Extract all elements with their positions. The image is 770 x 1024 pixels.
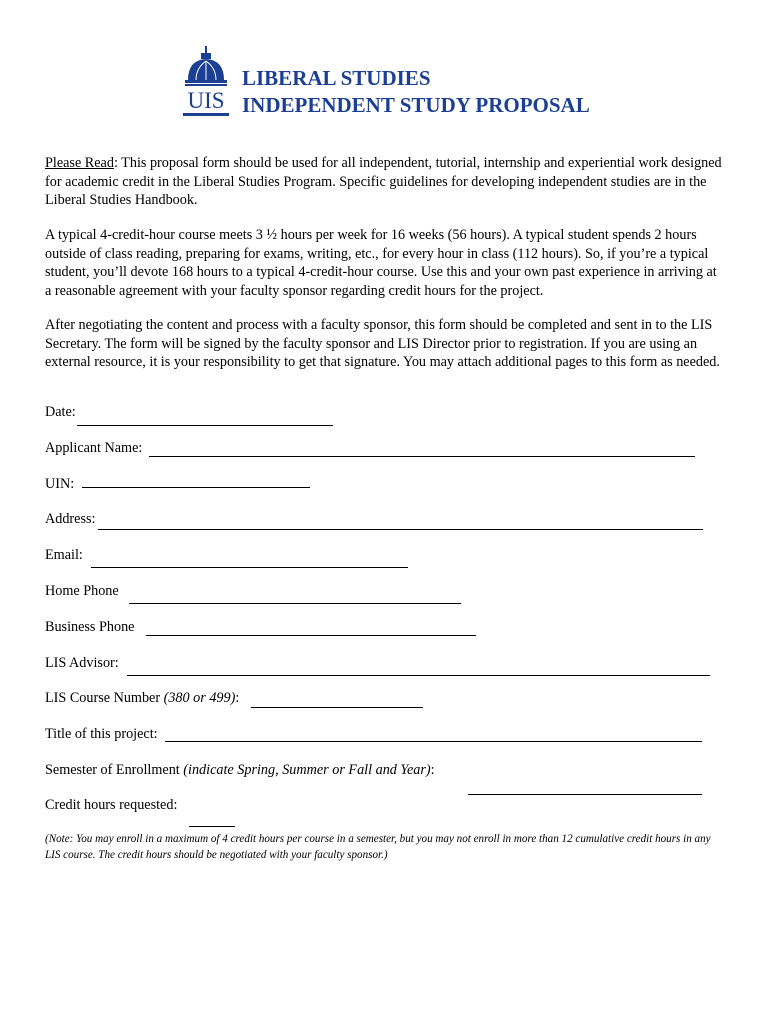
date-line[interactable] xyxy=(77,425,333,426)
project-title-field[interactable] xyxy=(45,726,715,746)
credit-hours-note: (Note: You may enroll in a maximum of 4 credit hours per course in a semester, but you may not enroll in more than 12 cumulative credit hours in any LIS course. The credit hours should be negotiated with your faculty sponsor.) xyxy=(45,833,711,861)
course-number-hint: (380 or 499) xyxy=(163,690,236,706)
business-phone-line[interactable] xyxy=(146,635,476,636)
applicant-name-field[interactable] xyxy=(45,440,705,460)
date-label: Date: xyxy=(45,404,76,420)
lis-advisor-line[interactable] xyxy=(127,675,710,676)
uin-field[interactable] xyxy=(45,476,325,496)
uis-dome-logo xyxy=(182,46,230,118)
business-phone-label: Business Phone xyxy=(45,619,135,635)
semester-field[interactable] xyxy=(45,762,715,798)
please-read-label: Please Read xyxy=(45,155,114,171)
semester-line[interactable] xyxy=(468,794,702,795)
applicant-name-line[interactable] xyxy=(149,456,695,457)
home-phone-field[interactable] xyxy=(45,583,475,603)
home-phone-label: Home Phone xyxy=(45,583,119,599)
semester-hint: (indicate Spring, Summer or Fall and Year) xyxy=(183,762,431,778)
address-line[interactable] xyxy=(98,529,703,530)
uin-line[interactable] xyxy=(82,487,310,488)
project-title-line[interactable] xyxy=(165,741,702,742)
header xyxy=(182,46,742,122)
project-title-label: Title of this project: xyxy=(45,726,158,742)
email-field[interactable] xyxy=(45,547,425,567)
course-number-line[interactable] xyxy=(251,707,423,708)
lis-advisor-label: LIS Advisor: xyxy=(45,655,119,671)
semester-label: Semester of Enrollment (indicate Spring, Summer or Fall and Year): xyxy=(45,762,435,778)
date-field[interactable] xyxy=(45,404,345,424)
address-label: Address: xyxy=(45,511,96,527)
email-line[interactable] xyxy=(91,567,408,568)
address-field[interactable] xyxy=(45,511,715,531)
email-label: Email: xyxy=(45,547,83,563)
uin-label: UIN: xyxy=(45,476,75,492)
intro-paragraph-1 xyxy=(45,154,725,210)
logo-text: UIS xyxy=(187,88,225,113)
credit-hours-line[interactable] xyxy=(189,826,235,827)
intro-paragraph-3: After negotiating the content and process with a faculty sponsor, this form should be completed and sent in to the LIS Secretary. The form will be signed by the faculty sponsor and LIS Director prior to registration. If you are using an external resource, it is your responsibility to get that signature. You may attach additional pages to this form as needed. xyxy=(45,317,720,370)
credit-hours-field[interactable] xyxy=(45,797,285,829)
business-phone-field[interactable] xyxy=(45,619,485,639)
course-number-label: LIS Course Number (380 or 499): xyxy=(45,690,240,706)
credit-hours-label: Credit hours requested: xyxy=(45,797,178,813)
lis-advisor-field[interactable] xyxy=(45,655,720,675)
course-number-field[interactable] xyxy=(45,690,435,710)
title-line-2: INDEPENDENT STUDY PROPOSAL xyxy=(242,93,590,117)
applicant-name-label: Applicant Name: xyxy=(45,440,143,456)
intro-paragraph-2: A typical 4-credit-hour course meets 3 ½ hours per week for 16 weeks (56 hours). A typical student spends 2 hours outside of class reading, preparing for exams, writing, etc., for every hour in class (112 hours). So, if you’re a typical student, you’ll devote 168 hours to a typical 4-credit-hour course. Use this and your own past experience in arriving at a reasonable agreement with your faculty sponsor regarding credit hours for the project. xyxy=(45,227,717,299)
please-read-text: : This proposal form should be used for all independent, tutorial, internship and experiential work designed for academic credit in the Liberal Studies Program. Specific guidelines for developing independent studies are in the Liberal Studies Handbook. xyxy=(45,155,722,208)
title-line-1: LIBERAL STUDIES xyxy=(242,66,431,90)
home-phone-line[interactable] xyxy=(129,603,461,604)
